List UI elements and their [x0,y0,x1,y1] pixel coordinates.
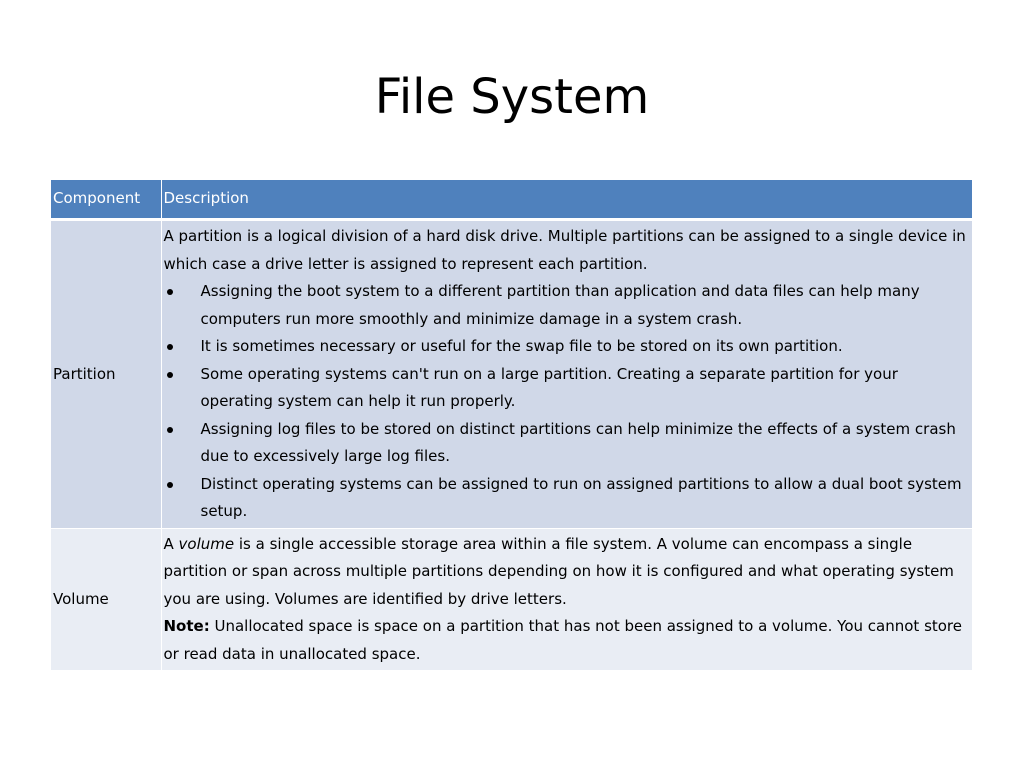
list-item-text: Some operating systems can't run on a large partition. Creating a separate partition for your operating system can help it run properly. [200,364,898,410]
partition-intro: A partition is a logical division of a hard disk drive. Multiple partitions can be assigned to a single device in which case a drive letter is assigned to represent each partition. [163,227,966,273]
list-item-text: It is sometimes necessary or useful for the swap file to be stored on its own partition. [200,337,843,355]
table-header-row [51,180,972,220]
partition-bullet-list [164,278,971,526]
list-item-text: Assigning log files to be stored on distinct partitions can help minimize the effects of a system crash due to excessively large log files. [200,419,956,465]
cell-description-volume [161,528,972,671]
list-item [164,416,971,471]
table-row-partition [51,220,972,529]
list-item [164,278,971,333]
bullet-icon [167,289,173,295]
list-item-text: Assigning the boot system to a different partition than application and data files can help many computers run more smoothly and minimize damage in a system crash. [200,282,920,328]
volume-prefix: A [163,534,179,553]
bullet-icon [167,372,173,378]
note-text: Unallocated space is space on a partition that has not been assigned to a volume. You cannot store or read data in unallocated space. [163,617,963,663]
table-row-volume [51,528,972,671]
volume-definition: is a single accessible storage area within a file system. A volume can encompass a single partition or span across multiple partitions depending on how it is configured and what operating system you are using. Volumes are identified by drive letters. [163,534,954,608]
volume-note [164,613,971,668]
header-component: Component [51,180,161,220]
cell-component-partition: Partition [51,220,161,529]
bullet-icon [167,427,173,433]
bullet-icon [167,344,173,350]
list-item [164,471,971,526]
cell-component-volume: Volume [51,528,161,671]
content-table [51,180,972,671]
header-description: Description [161,180,972,220]
slide-title: File System [374,69,650,125]
list-item [164,361,971,416]
cell-description-partition [161,220,972,529]
volume-term: volume [178,534,235,553]
note-label: Note: [163,617,210,635]
volume-description [164,531,971,614]
bullet-icon [167,482,173,488]
list-item [164,333,971,361]
list-item-text: Distinct operating systems can be assigned to run on assigned partitions to allow a dual boot system setup. [200,474,962,520]
